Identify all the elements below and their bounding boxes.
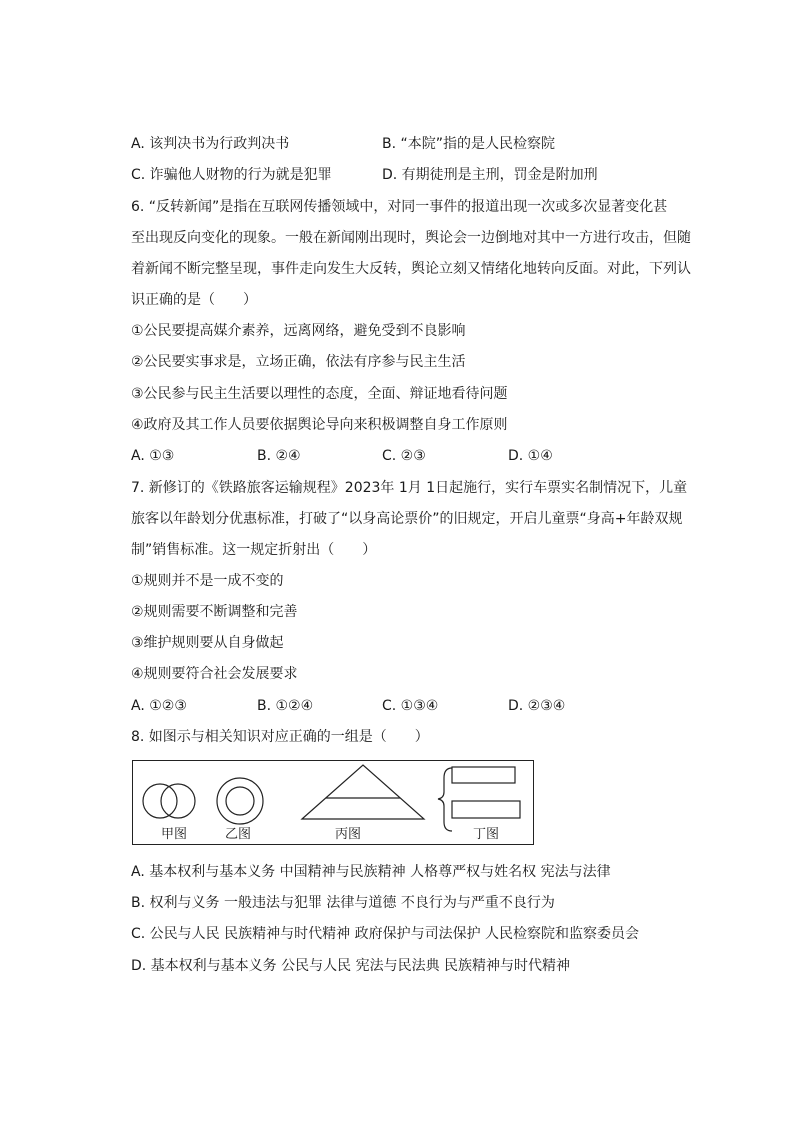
triangle-diagram xyxy=(302,765,424,819)
q6-stem-line: 识正确的是（ ） xyxy=(131,292,257,308)
q6-item: ④政府及其工作人员要依据舆论导向来积极调整自身工作原则 xyxy=(131,417,508,433)
q6-stem-line: 着新闻不断完整呈现，事件走向发生大反转，舆论立刻又情绪化地转向反面。对此，下列认 xyxy=(131,261,691,277)
figure-label-jia: 甲图 xyxy=(161,827,188,842)
q8-stem: 8. 如图示与相关知识对应正确的一组是（ ） xyxy=(131,729,429,745)
brace-rectangles-diagram xyxy=(438,767,520,831)
q6-item: ②公民要实事求是，立场正确，依法有序参与民主生活 xyxy=(131,354,466,370)
q6-option-a: A. ①③ xyxy=(131,448,175,464)
q7-option-a: A. ①②③ xyxy=(131,698,187,714)
q8-figure xyxy=(132,760,534,845)
figure-label-yi: 乙图 xyxy=(225,827,252,842)
venn-overlap-diagram xyxy=(143,784,195,818)
figure-label-ding: 丁图 xyxy=(473,827,500,842)
q6-option-b: B. ②④ xyxy=(257,448,301,464)
q6-stem-line: 至出现反向变化的现象。一般在新闻刚出现时，舆论会一边倒地对其中一方进行攻击，但随 xyxy=(131,230,691,246)
q7-stem-line: 7. 新修订的《铁路旅客运输规程》2023年 1月 1日起施行，实行车票实名制情况下，儿童 xyxy=(131,480,688,496)
q7-option-d: D. ②③④ xyxy=(508,698,566,714)
q7-stem-line: 旅客以年龄划分优惠标准，打破了“以身高论票价”的旧规定，开启儿童票“身高+年龄双规 xyxy=(131,511,683,527)
q8-option-a: A. 基本权利与基本义务 中国精神与民族精神 人格尊严权与姓名权 宪法与法律 xyxy=(131,864,611,880)
q8-option-d: D. 基本权利与基本义务 公民与人民 宪法与民法典 民族精神与时代精神 xyxy=(131,958,571,974)
q6-option-c: C. ②③ xyxy=(382,448,426,464)
q7-item: ①规则并不是一成不变的 xyxy=(131,573,284,589)
concentric-circles-diagram xyxy=(217,778,263,824)
q8-option-b: B. 权利与义务 一般违法与犯罪 法律与道德 不良行为与严重不良行为 xyxy=(131,895,555,911)
q7-item: ②规则需要不断调整和完善 xyxy=(131,604,298,620)
q5-option-b: B. “本院”指的是人民检察院 xyxy=(382,136,556,152)
q7-item: ④规则要符合社会发展要求 xyxy=(131,666,298,682)
q6-option-d: D. ①④ xyxy=(508,448,553,464)
q5-option-d: D. 有期徒刑是主刑，罚金是附加刑 xyxy=(382,167,598,183)
q7-stem-line: 制”销售标准。这一规定折射出（ ） xyxy=(131,542,377,558)
q6-stem-line: 6. “反转新闻”是指在互联网传播领域中，对同一事件的报道出现一次或多次显著变化甚 xyxy=(131,199,668,215)
q6-item: ①公民要提高媒介素养，远离网络，避免受到不良影响 xyxy=(131,323,466,339)
q8-option-c: C. 公民与人民 民族精神与时代精神 政府保护与司法保护 人民检察院和监察委员会 xyxy=(131,926,640,942)
q7-option-b: B. ①②④ xyxy=(257,698,314,714)
q6-item: ③公民参与民主生活要以理性的态度，全面、辩证地看待问题 xyxy=(131,386,508,402)
q5-option-a: A. 该判决书为行政判决书 xyxy=(131,136,290,152)
figure-label-bing: 丙图 xyxy=(335,827,362,842)
q7-option-c: C. ①③④ xyxy=(382,698,439,714)
q5-option-c: C. 诈骗他人财物的行为就是犯罪 xyxy=(131,167,332,183)
q7-item: ③维护规则要从自身做起 xyxy=(131,635,284,651)
